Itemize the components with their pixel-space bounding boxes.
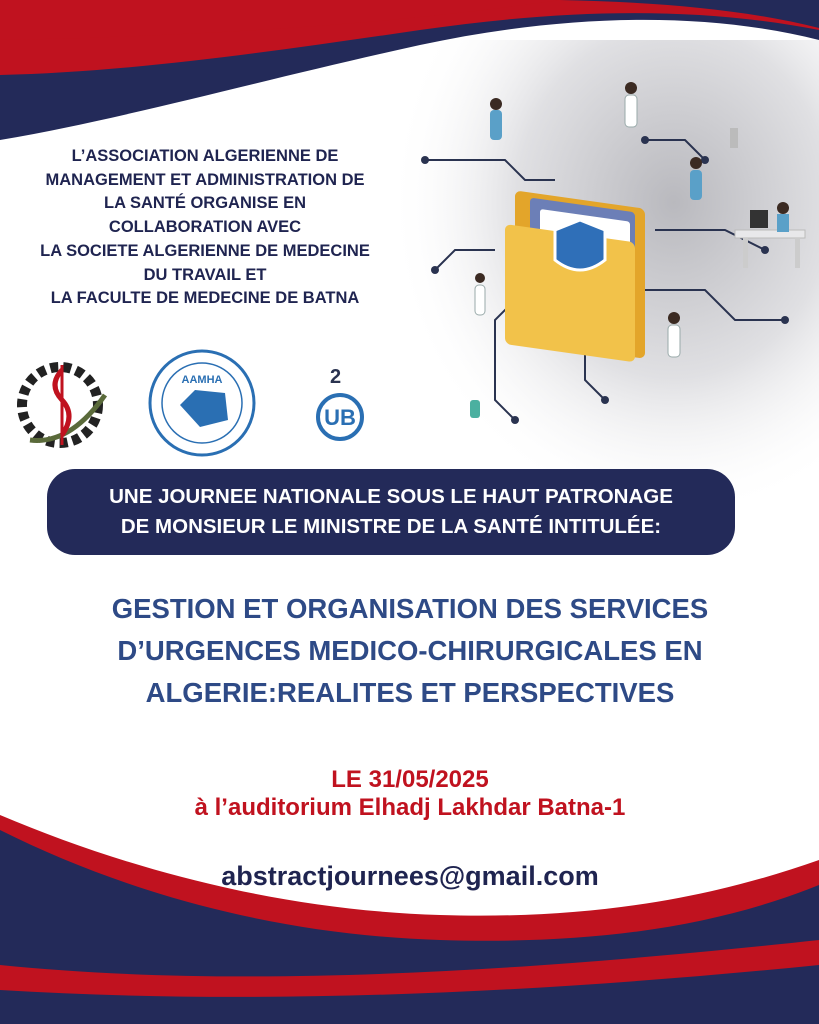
occupational-medicine-logo	[22, 365, 105, 445]
svg-text:2: 2	[330, 366, 342, 388]
aamha-logo	[150, 351, 254, 455]
university-logo-text: UB	[324, 405, 356, 430]
organizer-line: COLLABORATION AVEC	[108, 218, 302, 237]
banner-line-2: DE MONSIEUR LE MINISTRE DE LA SANTÉ INTITULÉE:	[120, 515, 662, 538]
partner-logos	[0, 345, 400, 460]
event-venue: à l’auditorium Elhadj Lakhdar Batna-1	[194, 794, 626, 821]
university-batna-logo	[318, 366, 362, 439]
banner-line-1: UNE JOURNEE NATIONALE SOUS LE HAUT PATRONAGE	[109, 485, 673, 508]
medical-records-illustration	[405, 80, 819, 460]
organizer-line: LA SOCIETE ALGERIENNE DE MEDECINE	[40, 241, 370, 260]
organizer-line: LA FACULTE DE MEDECINE DE BATNA	[50, 289, 360, 308]
organizer-text	[10, 145, 400, 311]
event-title	[20, 588, 800, 714]
event-details	[60, 766, 760, 822]
title-line-3: ALGERIE:REALITES ET PERSPECTIVES	[145, 677, 675, 708]
aamha-logo-text: AAMHA	[181, 374, 223, 386]
organizer-line: MANAGEMENT ET ADMINISTRATION DE	[45, 170, 365, 189]
contact-email[interactable]: abstractjournees@gmail.com	[221, 861, 599, 891]
patronage-banner	[47, 469, 735, 555]
organizer-line: DU TRAVAIL ET	[143, 265, 267, 284]
organizer-line: LA SANTÉ ORGANISE EN	[104, 194, 306, 213]
title-line-1: GESTION ET ORGANISATION DES SERVICES	[111, 593, 709, 624]
title-line-2: D’URGENCES MEDICO-CHIRURGICALES EN	[117, 635, 703, 666]
organizer-line: L’ASSOCIATION ALGERIENNE DE	[71, 147, 339, 165]
event-date: LE 31/05/2025	[331, 766, 489, 793]
